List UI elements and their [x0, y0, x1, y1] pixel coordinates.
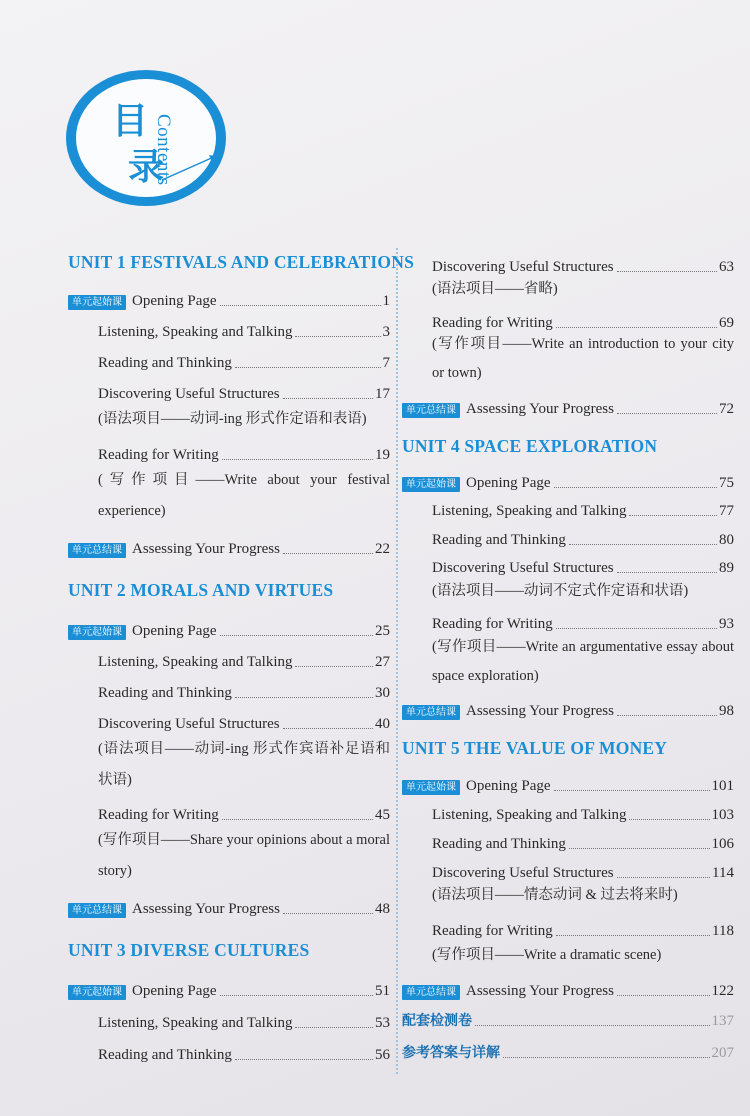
unit-5-listening-entry[interactable] [402, 794, 734, 824]
dot-leader [617, 715, 717, 716]
dot-leader [283, 913, 373, 914]
entry-label: Discovering Useful Structures [432, 259, 614, 275]
dot-leader [235, 367, 381, 368]
opening-badge: 单元起始课 [402, 780, 460, 795]
entry-label: Listening, Speaking and Talking [98, 654, 293, 670]
unit-2-reading-entry[interactable] [68, 672, 390, 702]
unit-2-assess-entry[interactable] [68, 888, 390, 918]
dot-leader [629, 515, 717, 516]
unit-3-opening-entry[interactable] [68, 970, 390, 1000]
entry-label: Reading and Thinking [432, 532, 566, 548]
unit-4-title[interactable]: UNIT 4 SPACE EXPLORATION [402, 436, 658, 456]
unit-4-assess-entry[interactable] [402, 690, 734, 720]
unit-2-writing-note: (写作项目——Share your opinions about a moral story) [98, 832, 390, 879]
entry-label: Assessing Your Progress [132, 901, 280, 917]
unit-4-writing-note: (写作项目——Write an argumentative essay about space exploration) [432, 639, 734, 684]
page-number: 207 [711, 1045, 734, 1061]
page-number: 7 [382, 355, 390, 371]
contents-logo [66, 70, 232, 210]
summary-badge: 单元总结课 [402, 985, 460, 1000]
unit-1-title[interactable]: UNIT 1 FESTIVALS AND CELEBRATIONS [68, 252, 415, 272]
page-number: 56 [375, 1047, 390, 1063]
page-number: 19 [375, 447, 390, 463]
page-number: 17 [375, 386, 390, 402]
unit-4-reading-entry[interactable] [402, 519, 734, 549]
entry-label: Opening Page [132, 623, 217, 639]
unit-2-rfw-entry[interactable] [68, 794, 390, 824]
dot-leader [569, 544, 717, 545]
unit-4-grammar-note: (语法项目——动词不定式作定语和状语) [432, 583, 689, 599]
unit-3-title[interactable]: UNIT 3 DIVERSE CULTURES [68, 940, 310, 960]
unit-5-structures-entry[interactable] [402, 852, 734, 882]
unit-5-writing-note: (写作项目——Write a dramatic scene) [432, 947, 662, 963]
dot-leader [295, 1027, 373, 1028]
unit-1-rfw-entry[interactable] [68, 434, 390, 464]
page-number: 103 [711, 807, 734, 823]
unit-2-structures-entry[interactable] [68, 703, 390, 733]
page-number: 63 [719, 259, 734, 275]
dot-leader [220, 305, 381, 306]
unit-1-opening-entry[interactable] [68, 280, 390, 310]
entry-label: Reading for Writing [98, 447, 219, 463]
page-number: 89 [719, 560, 734, 576]
dot-leader [235, 697, 373, 698]
opening-badge: 单元起始课 [68, 295, 126, 310]
page-number: 72 [719, 401, 734, 417]
entry-label: Reading for Writing [432, 315, 553, 331]
summary-badge: 单元总结课 [402, 403, 460, 418]
unit-5-title[interactable]: UNIT 5 THE VALUE OF MONEY [402, 738, 668, 758]
entry-label: Assessing Your Progress [466, 703, 614, 719]
entry-label: Reading and Thinking [98, 685, 232, 701]
dot-leader [220, 995, 373, 996]
unit-1-listening-entry[interactable] [68, 311, 390, 341]
answers-entry[interactable] [402, 1032, 734, 1062]
page-number: 80 [719, 532, 734, 548]
entry-label: Assessing Your Progress [466, 401, 614, 417]
page-number: 118 [712, 923, 734, 939]
entry-label: Opening Page [466, 475, 551, 491]
page-number: 77 [719, 503, 734, 519]
page-number: 45 [375, 807, 390, 823]
dot-leader [235, 1059, 373, 1060]
logo-arrow-icon [66, 70, 232, 210]
test-papers-entry[interactable] [402, 1000, 734, 1030]
page-number: 122 [711, 983, 734, 999]
unit-5-assess-entry[interactable] [402, 970, 734, 1000]
dot-leader [617, 877, 710, 878]
unit-1-writing-note: (写作项目——Write about your festival experience) [98, 472, 390, 519]
dot-leader [554, 790, 710, 791]
page-number: 3 [382, 324, 390, 340]
dot-leader [617, 995, 710, 996]
page-number: 22 [375, 541, 390, 557]
entry-label: Listening, Speaking and Talking [98, 1015, 293, 1031]
dot-leader [222, 459, 373, 460]
opening-badge: 单元起始课 [402, 477, 460, 492]
page-number: 137 [711, 1013, 734, 1029]
dot-leader [556, 327, 717, 328]
unit-4-listening-entry[interactable] [402, 490, 734, 520]
unit-2-grammar-note: (语法项目——动词-ing 形式作宾语补足语和状语) [98, 741, 390, 788]
unit-3-assess-entry[interactable] [402, 388, 734, 418]
entry-label: Opening Page [132, 983, 217, 999]
opening-badge: 单元起始课 [68, 985, 126, 1000]
entry-label: Reading and Thinking [432, 836, 566, 852]
page-number: 40 [375, 716, 390, 732]
summary-badge: 单元总结课 [68, 903, 126, 918]
dot-leader [220, 635, 373, 636]
dot-leader [503, 1057, 710, 1058]
opening-badge: 单元起始课 [68, 625, 126, 640]
unit-4-rfw-entry[interactable] [402, 603, 734, 633]
page-number: 75 [719, 475, 734, 491]
dot-leader [295, 336, 380, 337]
dot-leader [617, 572, 717, 573]
unit-1-structures-entry[interactable] [68, 373, 390, 403]
logo-char-mu: 目 [112, 101, 149, 142]
dot-leader [569, 848, 710, 849]
dot-leader [283, 553, 373, 554]
unit-4-structures-entry[interactable] [402, 547, 734, 577]
entry-label: Discovering Useful Structures [98, 386, 280, 402]
page-number: 53 [375, 1015, 390, 1031]
unit-3-listening-entry[interactable] [68, 1002, 390, 1032]
unit-4-opening-entry[interactable] [402, 462, 734, 492]
entry-label: Reading for Writing [432, 923, 553, 939]
logo-contents-word: Contents [153, 114, 174, 186]
entry-label: Discovering Useful Structures [98, 716, 280, 732]
page-number: 30 [375, 685, 390, 701]
dot-leader [475, 1025, 710, 1026]
page-number: 101 [711, 778, 734, 794]
entry-label: Reading and Thinking [98, 355, 232, 371]
summary-badge: 单元总结课 [68, 543, 126, 558]
dot-leader [556, 935, 710, 936]
unit-5-rfw-entry[interactable] [402, 910, 734, 940]
page-number: 51 [375, 983, 390, 999]
unit-5-reading-entry[interactable] [402, 823, 734, 853]
dot-leader [222, 819, 373, 820]
page-number: 98 [719, 703, 734, 719]
page-number: 114 [712, 865, 734, 881]
page-number: 93 [719, 616, 734, 632]
entry-label: Listening, Speaking and Talking [432, 503, 627, 519]
unit-1-reading-entry[interactable] [68, 342, 390, 372]
entry-label: Assessing Your Progress [466, 983, 614, 999]
entry-label: Discovering Useful Structures [432, 560, 614, 576]
unit-2-title[interactable]: UNIT 2 MORALS AND VIRTUES [68, 580, 334, 600]
logo-char-lu: 录 [128, 147, 165, 188]
entry-label: Opening Page [132, 293, 217, 309]
dot-leader [629, 819, 709, 820]
entry-label: Reading for Writing [98, 807, 219, 823]
summary-badge: 单元总结课 [402, 705, 460, 720]
unit-1-grammar-note: (语法项目——动词-ing 形式作定语和表语) [98, 411, 367, 427]
unit-5-grammar-note: (语法项目——情态动词 & 过去将来时) [432, 887, 678, 903]
page-number: 27 [375, 654, 390, 670]
dot-leader [283, 398, 373, 399]
unit-3-writing-note: (写作项目——Write an introduction to your city or town) [432, 336, 734, 381]
unit-3-reading-entry[interactable] [68, 1034, 390, 1064]
dot-leader [554, 487, 717, 488]
unit-3-structures-entry[interactable] [402, 246, 734, 276]
unit-3-rfw-entry[interactable] [402, 302, 734, 332]
dot-leader [617, 271, 717, 272]
page-number: 25 [375, 623, 390, 639]
entry-label: Discovering Useful Structures [432, 865, 614, 881]
entry-label: Assessing Your Progress [132, 541, 280, 557]
dot-leader [617, 413, 717, 414]
dot-leader [295, 666, 373, 667]
page-number: 106 [711, 836, 734, 852]
unit-3-grammar-note: (语法项目——省略) [432, 281, 558, 297]
entry-label: Reading for Writing [432, 616, 553, 632]
entry-label: 参考答案与详解 [402, 1045, 500, 1061]
column-divider [396, 248, 398, 1074]
entry-label: 配套检测卷 [402, 1013, 472, 1029]
unit-1-assess-entry[interactable] [68, 528, 390, 558]
dot-leader [283, 728, 373, 729]
unit-5-opening-entry[interactable] [402, 765, 734, 795]
page-number: 69 [719, 315, 734, 331]
unit-2-listening-entry[interactable] [68, 641, 390, 671]
page-number: 1 [382, 293, 390, 309]
entry-label: Listening, Speaking and Talking [98, 324, 293, 340]
unit-2-opening-entry[interactable] [68, 610, 390, 640]
entry-label: Reading and Thinking [98, 1047, 232, 1063]
entry-label: Opening Page [466, 778, 551, 794]
page-number: 48 [375, 901, 390, 917]
dot-leader [556, 628, 717, 629]
entry-label: Listening, Speaking and Talking [432, 807, 627, 823]
